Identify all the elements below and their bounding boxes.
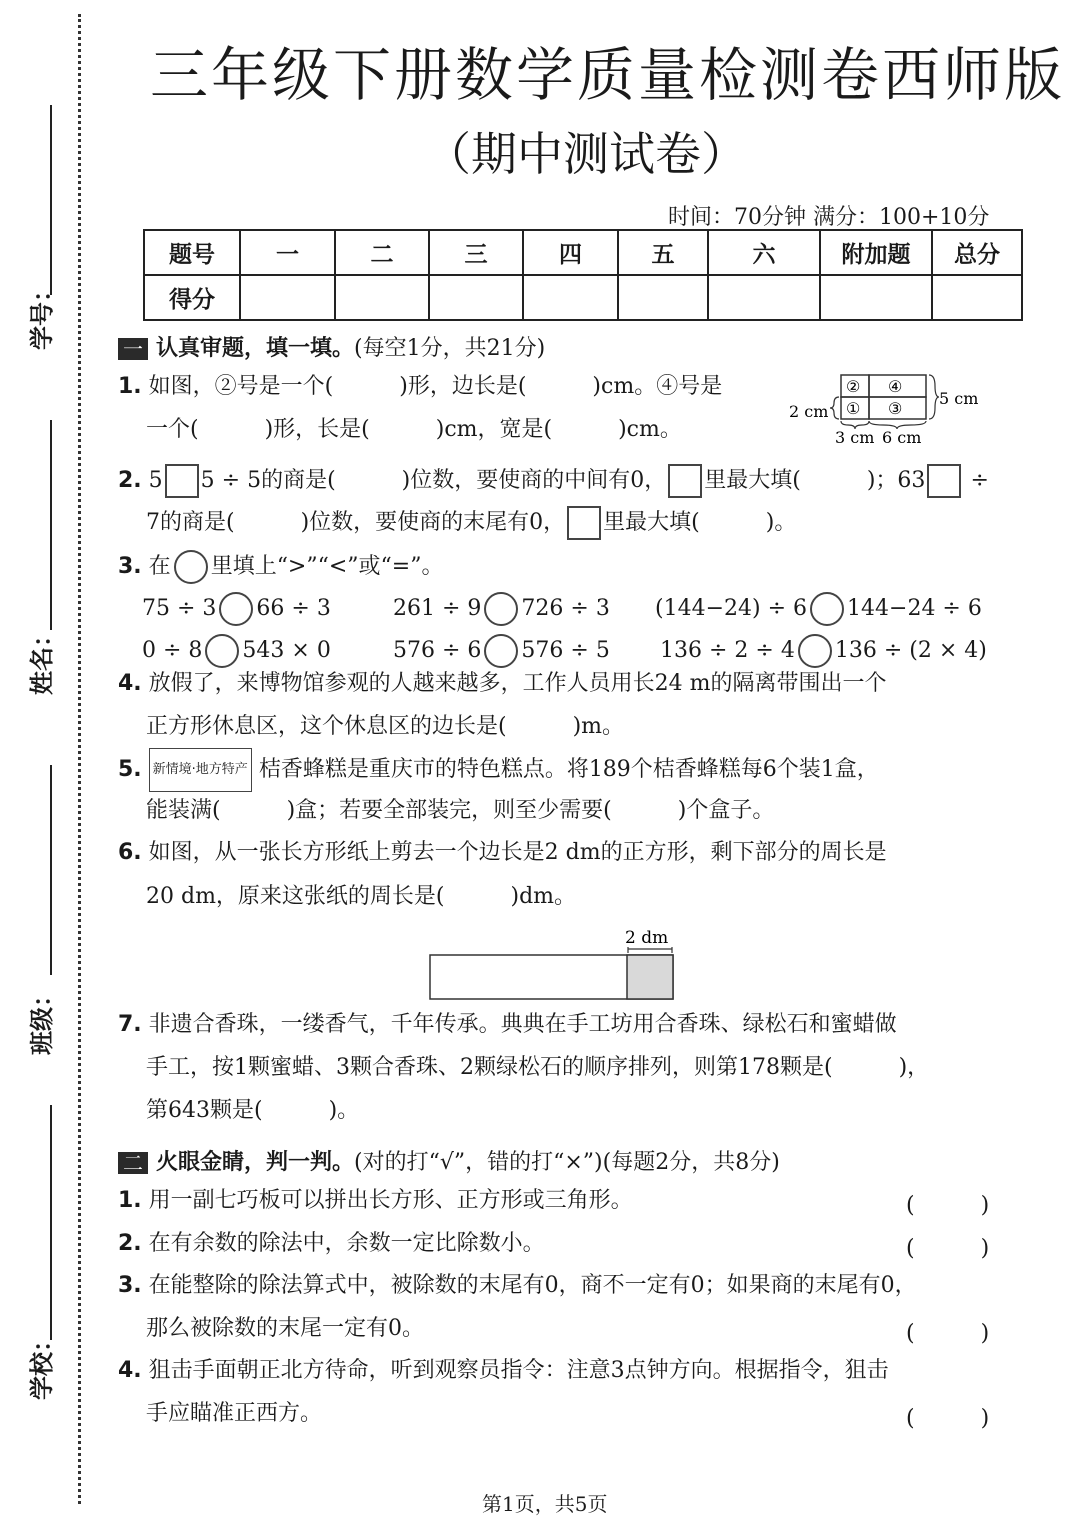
compare-right: 144−24 ÷ 6	[847, 596, 982, 621]
section-2-heading	[118, 1145, 780, 1176]
question-text: 如图，从一张长方形纸上剪去一个边长是2 dm的正方形，剩下部分的周长是	[148, 840, 887, 865]
compare-right: 543 × 0	[242, 638, 331, 663]
compare-left: 576 ÷ 6	[393, 638, 482, 663]
compare-right: 576 ÷ 5	[521, 638, 610, 663]
question-number: 1.	[118, 1188, 142, 1213]
binding-dotted-line	[78, 14, 81, 1504]
exam-meta: 时间：70分钟 满分：100+10分	[668, 205, 990, 230]
answer-paren[interactable]: ( )	[906, 1406, 990, 1431]
score-cell: 一	[240, 230, 335, 275]
s1-q2-line1	[118, 460, 989, 502]
fig-bottom-label-2: 6 cm	[882, 428, 922, 447]
digit-box[interactable]	[668, 464, 702, 498]
question-text: 在有余数的除法中，余数一定比除数小。	[148, 1231, 545, 1256]
paper-cut-figure	[425, 925, 680, 1005]
class-label: 班级：	[28, 983, 56, 1055]
q2-text-c: 里最大填( )；63	[704, 468, 926, 493]
q2-digit-a: 5	[148, 468, 163, 493]
s2-q2	[118, 1223, 545, 1265]
score-input-cell[interactable]	[429, 275, 523, 320]
fig-bottom-label-1: 3 cm	[835, 428, 875, 447]
fig-cell-1: ①	[846, 399, 861, 418]
s1-q5-line1	[118, 748, 879, 792]
s1-q2-line2	[146, 502, 796, 544]
answer-paren[interactable]: ( )	[906, 1236, 990, 1261]
s1-q5-line2: 能装满( )盒；若要全部装完，则至少需要( )个盒子。	[146, 798, 775, 823]
digit-box[interactable]	[165, 464, 199, 498]
id-rule	[50, 105, 52, 295]
s1-q6-line2: 20 dm，原来这张纸的周长是( )dm。	[146, 884, 577, 909]
school-rule	[50, 1105, 52, 1340]
s2-q1	[118, 1180, 633, 1222]
class-rule	[50, 765, 52, 975]
score-cell: 题号	[144, 230, 240, 275]
page-title: 三年级下册数学质量检测卷西师版	[150, 41, 1066, 109]
compare-left: 261 ÷ 9	[393, 596, 482, 621]
question-number: 2.	[118, 1231, 142, 1256]
q2-text-b: 5 ÷ 5的商是( )位数，要使商的中间有0，	[200, 468, 667, 493]
score-cell: 三	[429, 230, 523, 275]
section-2-mark: 二	[118, 1152, 148, 1174]
s1-q6-line1	[118, 832, 887, 874]
score-input-cell[interactable]	[335, 275, 429, 320]
score-input-cell[interactable]	[708, 275, 820, 320]
question-number: 4.	[118, 671, 142, 696]
q2-text-d: ÷	[970, 468, 989, 493]
fig-right-label: 5 cm	[939, 389, 979, 408]
s1-q7-line1	[118, 1004, 897, 1046]
q2-text-line2b: 里最大填( )。	[603, 510, 797, 535]
score-input-cell[interactable]	[820, 275, 932, 320]
new-context-tag: 新情境·地方特产	[149, 748, 252, 792]
rectangle-grid-figure	[786, 372, 996, 448]
compare-right: 726 ÷ 3	[521, 596, 610, 621]
score-cell: 得分	[144, 275, 240, 320]
fig-cell-3: ③	[888, 399, 903, 418]
digit-box[interactable]	[567, 506, 601, 540]
score-cell: 六	[708, 230, 820, 275]
digit-box[interactable]	[927, 464, 961, 498]
section-2-title: 火眼金睛，判一判。	[156, 1150, 355, 1175]
s1-q7-line3: 第643颗是( )。	[146, 1098, 360, 1123]
score-input-cell[interactable]	[932, 275, 1022, 320]
fig-cell-2: ②	[846, 377, 861, 396]
question-text: 非遗合香珠，一缕香气，千年传承。典典在手工坊用合香珠、绿松石和蜜蜡做	[148, 1012, 897, 1037]
compare-item	[655, 588, 982, 630]
score-table-header-row	[144, 230, 1022, 275]
compare-item	[393, 588, 610, 630]
compare-right: 136 ÷ (2 × 4)	[834, 638, 987, 663]
name-rule	[50, 420, 52, 630]
question-number: 7.	[118, 1012, 142, 1037]
student-name-label: 姓名：	[28, 623, 56, 695]
question-text: 用一副七巧板可以拼出长方形、正方形或三角形。	[148, 1188, 633, 1213]
question-number: 3.	[118, 1273, 142, 1298]
page-footer: 第1页，共5页	[482, 1492, 608, 1516]
question-number: 5.	[118, 757, 142, 782]
question-number: 1.	[118, 374, 142, 399]
s1-q1-line1	[118, 366, 722, 408]
score-table	[143, 229, 1023, 321]
section-1-title: 认真审题，填一填。	[156, 336, 355, 361]
score-input-cell[interactable]	[618, 275, 708, 320]
question-text: 桔香蜂糕是重庆市的特色糕点。将189个桔香蜂糕每6个装1盒，	[258, 757, 879, 782]
section-2-note: (对的打“√”，错的打“×”)(每题2分，共8分)	[354, 1150, 780, 1175]
q2-text-line2a: 7的商是( )位数，要使商的末尾有0，	[146, 510, 566, 535]
s2-q4-line1	[118, 1350, 889, 1392]
score-cell: 附加题	[820, 230, 932, 275]
fig-2dm-label: 2 dm	[625, 928, 669, 948]
question-number: 2.	[118, 468, 142, 493]
question-text: 如图，②号是一个( )形，边长是( )cm。④号是	[148, 374, 723, 399]
compare-left: 136 ÷ 2 ÷ 4	[660, 638, 795, 663]
question-number: 3.	[118, 554, 142, 579]
s1-q4-line2: 正方形休息区，这个休息区的边长是( )m。	[146, 714, 625, 739]
question-number: 6.	[118, 840, 142, 865]
score-table-score-row	[144, 275, 1022, 320]
page-subtitle: （期中测试卷）	[425, 127, 747, 181]
question-text: 在能整除的除法算式中，被除数的末尾有0，商不一定有0；如果商的末尾有0，	[148, 1273, 917, 1298]
s2-q3-line1	[118, 1265, 917, 1307]
score-cell: 二	[335, 230, 429, 275]
s2-q4-line2: 手应瞄准正西方。	[146, 1401, 323, 1426]
q3-text-a: 在	[148, 554, 171, 579]
compare-right: 66 ÷ 3	[256, 596, 331, 621]
compare-circle[interactable]	[810, 592, 844, 626]
q3-text-b: 里填上“>”“<”或“=”。	[210, 554, 444, 579]
fig-cell-4: ④	[888, 377, 903, 396]
answer-paren[interactable]: ( )	[906, 1321, 990, 1346]
question-number: 4.	[118, 1358, 142, 1383]
compare-circle[interactable]	[484, 592, 518, 626]
section-1-note: (每空1分，共21分)	[354, 336, 546, 361]
compare-left: 0 ÷ 8	[142, 638, 203, 663]
score-cell: 四	[523, 230, 618, 275]
section-1-mark: 一	[118, 338, 148, 360]
compare-circle[interactable]	[174, 550, 208, 584]
compare-item	[142, 588, 331, 630]
s1-q3-line1	[118, 546, 443, 588]
school-label: 学校：	[28, 1328, 56, 1400]
fig-left-label: 2 cm	[789, 402, 829, 421]
question-text: 放假了，来博物馆参观的人越来越多，工作人员用长24 m的隔离带围出一个	[148, 671, 887, 696]
compare-left: (144−24) ÷ 6	[655, 596, 808, 621]
score-cell: 五	[618, 230, 708, 275]
s2-q3-line2: 那么被除数的末尾一定有0。	[146, 1316, 424, 1341]
section-1-heading	[118, 331, 545, 362]
compare-left: 75 ÷ 3	[142, 596, 217, 621]
answer-paren[interactable]: ( )	[906, 1193, 990, 1218]
s1-q1-line2: 一个( )形，长是( )cm，宽是( )cm。	[146, 417, 682, 442]
score-input-cell[interactable]	[240, 275, 335, 320]
s1-q7-line2: 手工，按1颗蜜蜡、3颗合香珠、2颗绿松石的顺序排列，则第178颗是( )，	[146, 1055, 930, 1080]
score-cell: 总分	[932, 230, 1022, 275]
compare-circle[interactable]	[219, 592, 253, 626]
score-input-cell[interactable]	[523, 275, 618, 320]
s1-q4-line1	[118, 663, 887, 705]
question-text: 狙击手面朝正北方待命，听到观察员指令：注意3点钟方向。根据指令，狙击	[148, 1358, 889, 1383]
student-id-label: 学号：	[28, 278, 56, 350]
